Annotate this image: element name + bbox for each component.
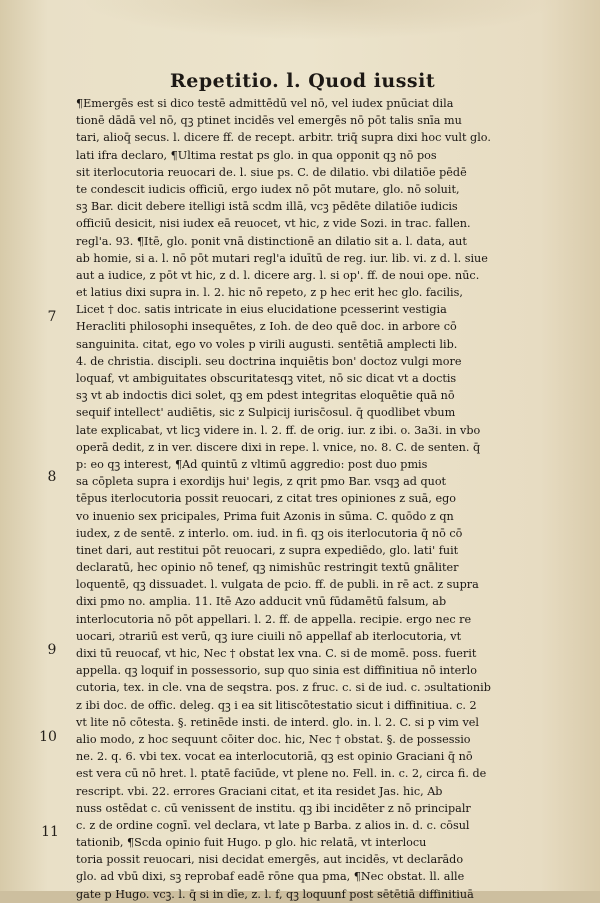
text-line: Heracliti philosophi insequētes, z Ioh. de deo quē doc. in arbore cō xyxy=(76,320,457,334)
text-line: vo inuenio sex pricipales, Prima fuit Azonis in sūma. C. quōdo z qn xyxy=(76,509,454,523)
text-line: sꝫ Bar. dicit debere itelligi istā scdm illā, vcꝫ pēdēte dilatiōe iudicis xyxy=(76,200,458,214)
margin-number: 9 xyxy=(47,642,57,658)
text-line: rescript. vbi. 22. errores Graciani citat, et ita residet Jas. hic, Ab xyxy=(76,784,443,798)
margin-number: 11 xyxy=(41,824,59,840)
page-stain xyxy=(80,0,560,40)
text-line: dixi pmo no. amplia. 11. Itē Azo adducit vnū fūdamētū falsum, ab xyxy=(76,595,447,609)
text-line: tationib, ¶Scda opinio fuit Hugo. p glo. hic relatā, vt interlocu xyxy=(76,836,427,850)
running-header: Repetitio. l. Quod iussit xyxy=(170,70,436,92)
margin-number: 8 xyxy=(47,469,57,485)
text-line: gate p Hugo. vcꝫ. l. q̄ si in dīe, z. l. f, qꝫ loquunf post sētētiā diffinitiuā xyxy=(76,887,474,901)
text-line: tari, alioq̄ secus. l. dicere ff. de recept. arbitr. triq̄ supra dixi hoc vult glo. xyxy=(76,131,491,145)
text-line: sequif intellect' audiētis, sic z Sulpicij iurisc̄osul. q̄ quodlibet vbum xyxy=(76,406,456,420)
text-line: sanguinita. citat, ego vo voles p virili augusti. sentētiā amplecti lib. xyxy=(76,337,458,351)
text-line: aut a iudice, z pōt vt hic, z d. l. dicere arg. l. si op'. ff. de noui ope. nūc. xyxy=(76,268,480,282)
text-line: sa cōpleta supra i exordijs hui' legis, z qrit pmo Bar. vsqꝫ ad quot xyxy=(76,475,447,489)
text-line: uocari, ɔtrariū est verū, qꝫ iure ciuili nō appellaf ab iterlocutoria, vt xyxy=(76,629,462,643)
text-line: tionē dādā vel nō, qꝫ ptinet incidēs vel emergēs nō pōt talis snīa mu xyxy=(76,114,462,128)
text-line: declaratū, hec opinio nō tenef, qꝫ nimishūc restringit textū gnāliter xyxy=(76,561,459,575)
text-line: z ibi doc. de offic. deleg. qꝫ i ea sit litiscōtestatio sicut i diffinitiua. c. 2 xyxy=(76,698,477,712)
text-line: operā dedit, z in ver. discere dixi in repe. l. vnice, no. 8. C. de senten. q̄ xyxy=(76,440,481,454)
text-line: alio modo, z hoc sequunt cōiter doc. hic, Nec † obstat. §. de possessio xyxy=(76,732,471,746)
text-line: glo. ad vbū dixi, sꝫ reprobaf eadē rōne qua pma, ¶Nec obstat. ll. alle xyxy=(76,870,465,884)
text-line: interlocutoria nō pōt appellari. l. 2. ff. de appella. recipie. ergo nec re xyxy=(76,612,472,626)
text-line: late explicabat, vt licꝫ videre in. l. 2. ff. de orig. iur. z ibi. o. 3a3i. in vbo xyxy=(76,423,481,437)
body-text xyxy=(76,95,568,903)
text-line: sꝫ vt ab indoctis dici solet, qꝫ em pdest integritas eloquētie quā nō xyxy=(76,389,455,403)
text-line: loquentē, qꝫ dissuadet. l. vulgata de pcio. ff. de publi. in rē act. z supra xyxy=(76,578,479,592)
margin-number: 7 xyxy=(47,309,57,325)
text-line: est vera cū nō hret. l. ptatē faciūde, vt plene no. Fell. in. c. 2, circa fi. de xyxy=(76,767,487,781)
margin-number: 10 xyxy=(39,729,57,745)
text-line: nuss ostēdat c. cū venissent de institu. qꝫ ibi incidēter z nō principalr xyxy=(76,801,471,815)
text-line: appella. qꝫ loquif in possessorio, sup quo sinia est diffinitiua nō interlo xyxy=(76,664,477,678)
text-line: cutoria, tex. in cle. vna de seqstra. pos. z fruc. c. si de iud. c. ɔsultationib xyxy=(76,681,491,695)
text-line: te condescit iudicis officiū, ergo iudex nō pōt mutare, glo. nō soluit, xyxy=(76,182,460,196)
text-line: iudex, z de sentē. z interlo. om. iud. in fi. qꝫ ois iterlocutoria q̄ nō cō xyxy=(76,526,463,540)
text-line: vt lite nō cōtesta. §. retinēde insti. de interd. glo. in. l. 2. C. si p vim vel xyxy=(76,715,479,729)
text-line: toria possit reuocari, nisi decidat emergēs, aut incidēs, vt declarādo xyxy=(76,853,464,867)
text-line: tēpus iterlocutoria possit reuocari, z citat tres opiniones z suā, ego xyxy=(76,492,456,506)
text-line: ab homie, si a. l. nō pōt mutari regl'a iduītū de reg. iur. lib. vi. z d. l. siue xyxy=(76,251,488,265)
text-line: dixi tū reuocaf, vt hic, Nec † obstat lex vna. C. si de momē. poss. fuerit xyxy=(76,647,477,660)
text-line: lati ifra declaro, ¶Ultima restat ps glo. in qua opponit qꝫ nō pos xyxy=(76,148,437,162)
text-line: regl'a. 93. ¶Itē, glo. ponit vnā distinctionē an dilatio sit a. l. data, aut xyxy=(76,234,467,248)
text-line: loquaf, vt ambiguitates obscuritatesqꝫ vitet, nō sic dicat vt a doctis xyxy=(76,372,457,385)
text-line: officiū desicit, nisi iudex eā reuocet, vt hic, z vide Sozi. in trac. fallen. xyxy=(76,217,471,231)
text-line: ¶Emergēs est si dico testē admittēdū vel nō, vel iudex pnūciat dila xyxy=(76,97,454,110)
text-line: 4. de christia. discipli. seu doctrina inquiētis bon' doctoz vulgi more xyxy=(76,354,462,368)
text-line: Licet † doc. satis intricate in eius elucidatione pcesserint vestigia xyxy=(76,303,447,317)
text-line: et latius dixi supra in. l. 2. hic nō repeto, z p hec erit hec glo. facilis, xyxy=(76,286,463,300)
text-line: c. z de ordine cognī. vel declara, vt late p Barba. z alios in. d. c. cōsul xyxy=(76,818,470,832)
text-line: sit iterlocutoria reuocari de. l. siue ps. C. de dilatio. vbi dilatiōe pēdē xyxy=(76,165,467,179)
text-line: tinet dari, aut restitui pōt reuocari, z supra expediēdo, glo. lati' fuit xyxy=(76,543,459,557)
text-line: ne. 2. q. 6. vbi tex. vocat ea interlocutoriā, qꝫ est opinio Graciani q̄ nō xyxy=(76,750,473,764)
text-line: p: eo qꝫ interest, ¶Ad quintū z vltimū aggredio: post duo pmis xyxy=(76,457,428,471)
